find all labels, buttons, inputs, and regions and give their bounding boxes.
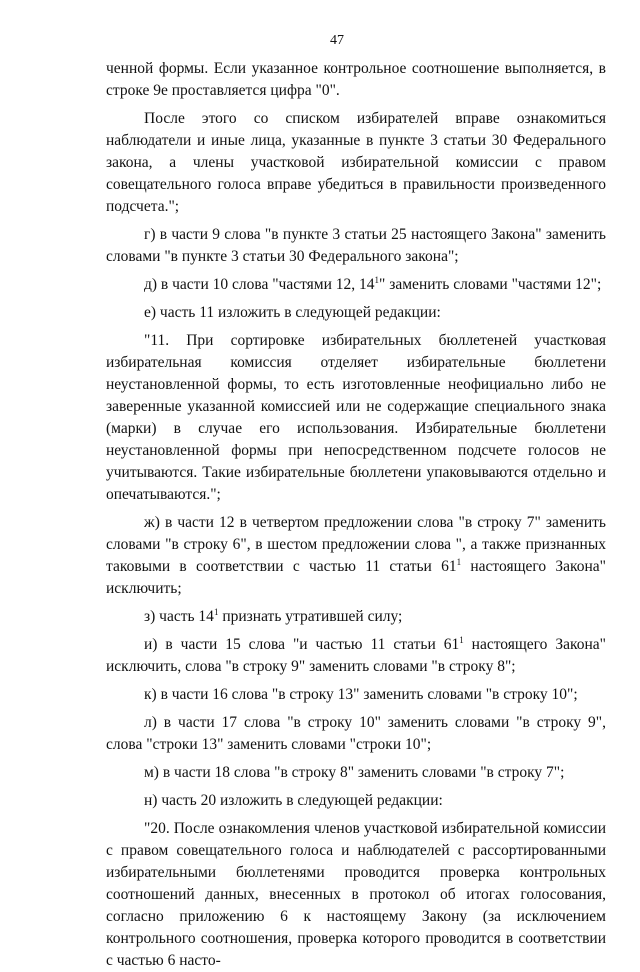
paragraph-p1	[106, 58, 606, 102]
paragraph-p10	[106, 684, 606, 706]
text-run: з) часть 14	[144, 608, 214, 625]
text-run: е) часть 11 изложить в следующей редакции:	[144, 304, 441, 321]
text-run: ж) в части 12 в четвертом предложении слова "в строку 7" заменить словами "в строку 6", в шестом предложении слова ", а также признанных таковыми в соответствии с частью 11 статьи 61	[106, 514, 606, 575]
paragraph-p2	[106, 108, 606, 218]
text-run: ченной формы. Если указанное контрольное соотношение выполняется, в строке 9е проставляется цифра "0".	[106, 60, 606, 99]
text-run: " заменить словами "частями 12";	[379, 276, 602, 293]
text-run: к) в части 16 слова "в строку 13" заменить словами "в строку 10";	[144, 686, 578, 703]
superscript-index: 1	[456, 557, 462, 567]
paragraph-p5	[106, 302, 606, 324]
text-run: и) в части 15 слова "и частью 11 статьи 61	[144, 636, 460, 653]
text-run: д) в части 10 слова "частями 12, 14	[144, 276, 375, 293]
paragraph-p14	[106, 818, 606, 972]
superscript-index: 1	[374, 275, 380, 285]
text-run: настоящего Закона" исключить;	[106, 558, 607, 597]
text-run: н) часть 20 изложить в следующей редакции:	[144, 792, 443, 809]
text-run: "20. После ознакомления членов участковой избирательной комиссии с правом совещательного голоса и наблюдателей с рассортированными избирательными бюллетенями проводится проверка контрольных соотношений данных, внесенных в протокол об итогах голосования, согласно приложению 6 к настоящему Закону (за исключением контрольного соотношения, проверка которого проводится в соответствии с частью 6 насто-	[106, 820, 606, 969]
paragraph-p9	[106, 634, 606, 678]
text-run: г) в части 9 слова "в пункте 3 статьи 25 настоящего Закона" заменить словами "в пункте 3 статьи 30 Федерального закона";	[106, 226, 606, 265]
paragraph-p8	[106, 606, 606, 628]
superscript-index: 1	[459, 635, 464, 645]
text-run: "11. При сортировке избирательных бюллетеней участковая избирательная комиссия отделяет избирательные бюллетени неустановленной формы, то есть изготовленные неофициально либо не заверенные указанной комиссией или не содержащие специального знака (марки) в случае его использования. Избирательные бюллетени неустановленной формы при непосредственном подсчете голосов не учитываются. Такие избирательные бюллетени упаковываются отдельно и опечатываются.";	[106, 332, 606, 503]
paragraph-p7	[106, 512, 606, 600]
paragraph-p3	[106, 224, 606, 268]
superscript-index: 1	[213, 607, 219, 617]
text-run: После этого со списком избирателей вправе ознакомиться наблюдатели и иные лица, указанные в пункте 3 статьи 30 Федерального закона, а члены участковой избирательной комиссии с правом совещательного голоса вправе убедиться в правильности произведенного подсчета.";	[106, 110, 606, 215]
text-run: м) в части 18 слова "в строку 8" заменить словами "в строку 7";	[144, 764, 565, 781]
text-run: признать утратившей силу;	[218, 608, 403, 625]
page-number: 47	[330, 33, 344, 48]
paragraph-p6	[106, 330, 606, 506]
paragraph-p13	[106, 790, 606, 812]
text-run: настоящего Закона" исключить, слова "в строку 9" заменить словами "в строку 8";	[106, 636, 606, 675]
paragraph-p4	[106, 274, 606, 296]
text-run: л) в части 17 слова "в строку 10" заменить словами "в строку 9", слова "строки 13" заменить словами "строки 10";	[106, 714, 606, 753]
paragraph-p11	[106, 712, 606, 756]
paragraph-p12	[106, 762, 606, 784]
document-body	[106, 58, 606, 972]
